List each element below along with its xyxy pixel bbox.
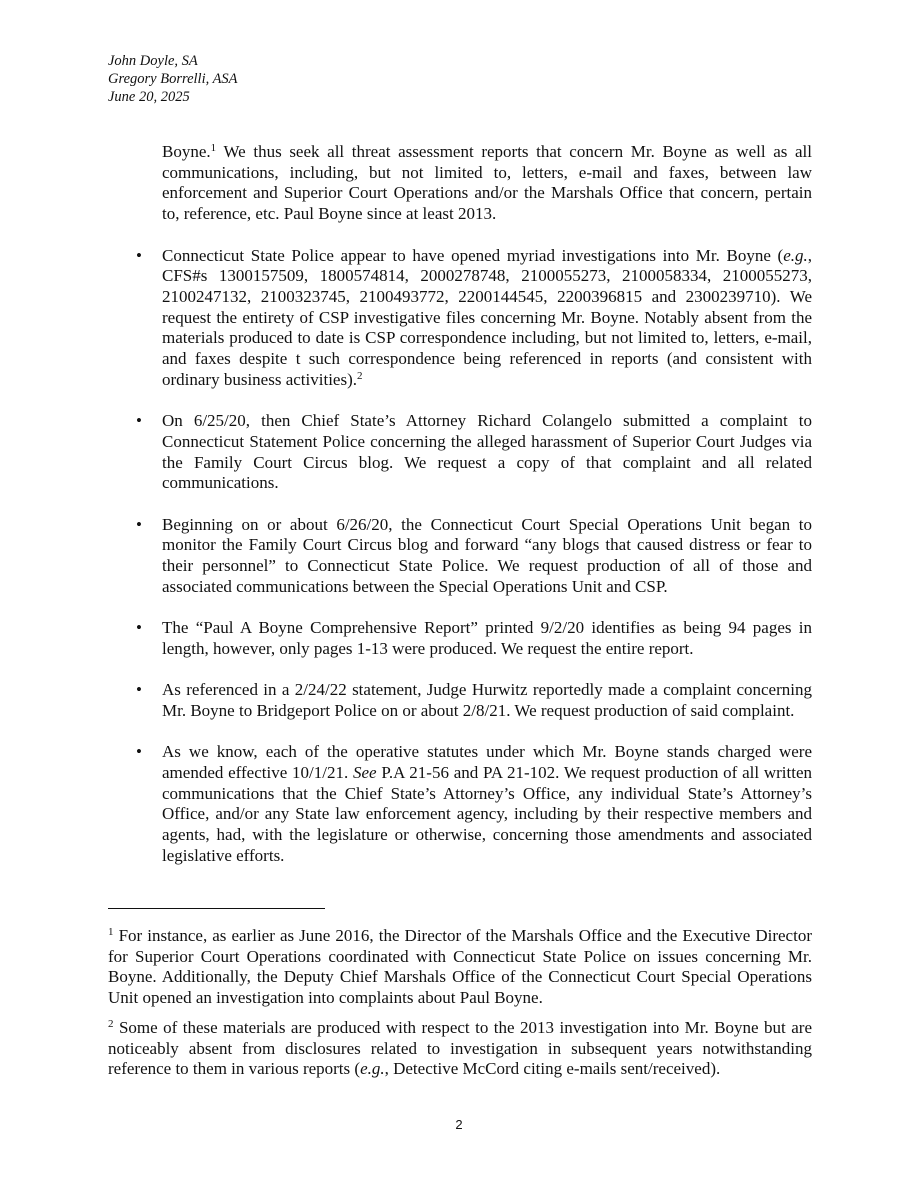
footnote-divider xyxy=(108,908,325,909)
request-item-5: • As referenced in a 2/24/22 statement, Judge Hurwitz reportedly made a complaint concerning Mr. Boyne to Bridgeport Police on or about 2/8/21. We request production of said complaint. xyxy=(136,680,812,720)
footnote-2: $^2$ Some of these materials are produced with respect to the 2013 investigation into Mr. Boyne but are noticeably absent from disclosures related to investigation in subsequent years notwithstanding reference to them in various reports (e.g., Detective McCord citing e-mails sent/received). xyxy=(108,1017,812,1079)
request-item-6: • As we know, each of the operative statutes under which Mr. Boyne stands charged were amended effective 10/1/21. See P.A 21-56 and PA 21-102. We request production of all written communications that the Chief State’s Attorney’s Office, any individual State’s Attorney’s Office, and/or any State law enforcement agency, including by their respective members and agents, had, with the legislature or otherwise, concerning those amendments and associated legislative efforts. xyxy=(136,742,812,865)
bullet-dot: • xyxy=(136,742,142,762)
letter-body xyxy=(108,142,812,867)
bullet-dot: • xyxy=(136,245,142,265)
letter-header xyxy=(108,52,238,106)
request-item-1: • Connecticut State Police appear to have opened myriad investigations into Mr. Boyne (e.g., CFS#s 1300157509, 1800574814, 2000278748, 2100055273, 2100058334, 2100055273, 2100247132, 2100323745, 2100493772, 2200144545, 2200396815 and 2300239710). We request the entirety of CSP investigative files concerning Mr. Boyne. Notably absent from the materials produced to date is CSP correspondence including, but not limited to, letters, e-mail, and faxes despite t such correspondence being referenced in reports (and consistent with ordinary business activities).$^2$ xyxy=(136,245,812,389)
request-item-4: • The “Paul A Boyne Comprehensive Report” printed 9/2/20 identifies as being 94 pages in length, however, only pages 1-13 were produced. We request the entire report. xyxy=(136,618,812,658)
footnote-1: $^1$ For instance, as earlier as June 2016, the Director of the Marshals Office and the Executive Director for Superior Court Operations coordinated with Connecticut State Police on issues concerning Mr. Boyne. Additionally, the Deputy Chief Marshals Office of the Connecticut Court Special Operations Unit opened an investigation into complaints about Paul Boyne. xyxy=(108,926,812,1008)
request-item-3: • Beginning on or about 6/26/20, the Connecticut Court Special Operations Unit began to monitor the Family Court Circus blog and forward “any blogs that caused distress or fear to their personnel” to Connecticut State Police. We request production of all of those and associated communications between the Special Operations Unit and CSP. xyxy=(136,514,812,596)
bullet-dot: • xyxy=(136,618,142,638)
bullet-dot: • xyxy=(136,411,142,431)
bullet-dot: • xyxy=(136,514,142,534)
footnote-ref-1: 1 xyxy=(210,142,217,154)
page-number: 2 xyxy=(455,1117,463,1132)
recipient-2: Gregory Borrelli, ASA xyxy=(108,71,238,87)
bullet-dot: • xyxy=(136,680,142,700)
footnote-ref-2: 2 xyxy=(357,369,363,382)
footnotes xyxy=(108,926,812,1080)
request-item-2: • On 6/25/20, then Chief State’s Attorney Richard Colangelo submitted a complaint to Connecticut Statement Police concerning the alleged harassment of Superior Court Judges via the Family Court Circus blog. We request a copy of that complaint and all related communications. xyxy=(136,411,812,493)
continued-paragraph: Boyne.$^1$ We thus seek all threat assessment reports that concern Mr. Boyne as well as all communications, including, but not limited to, letters, e-mail and faxes, between law enforcement and Superior Court Operations and/or the Marshals Office that concern, pertain to, reference, etc. Paul Boyne since at least 2013. xyxy=(162,142,812,224)
letter-date: June 20, 2025 xyxy=(108,89,190,105)
recipient-1: John Doyle, SA xyxy=(108,53,198,69)
